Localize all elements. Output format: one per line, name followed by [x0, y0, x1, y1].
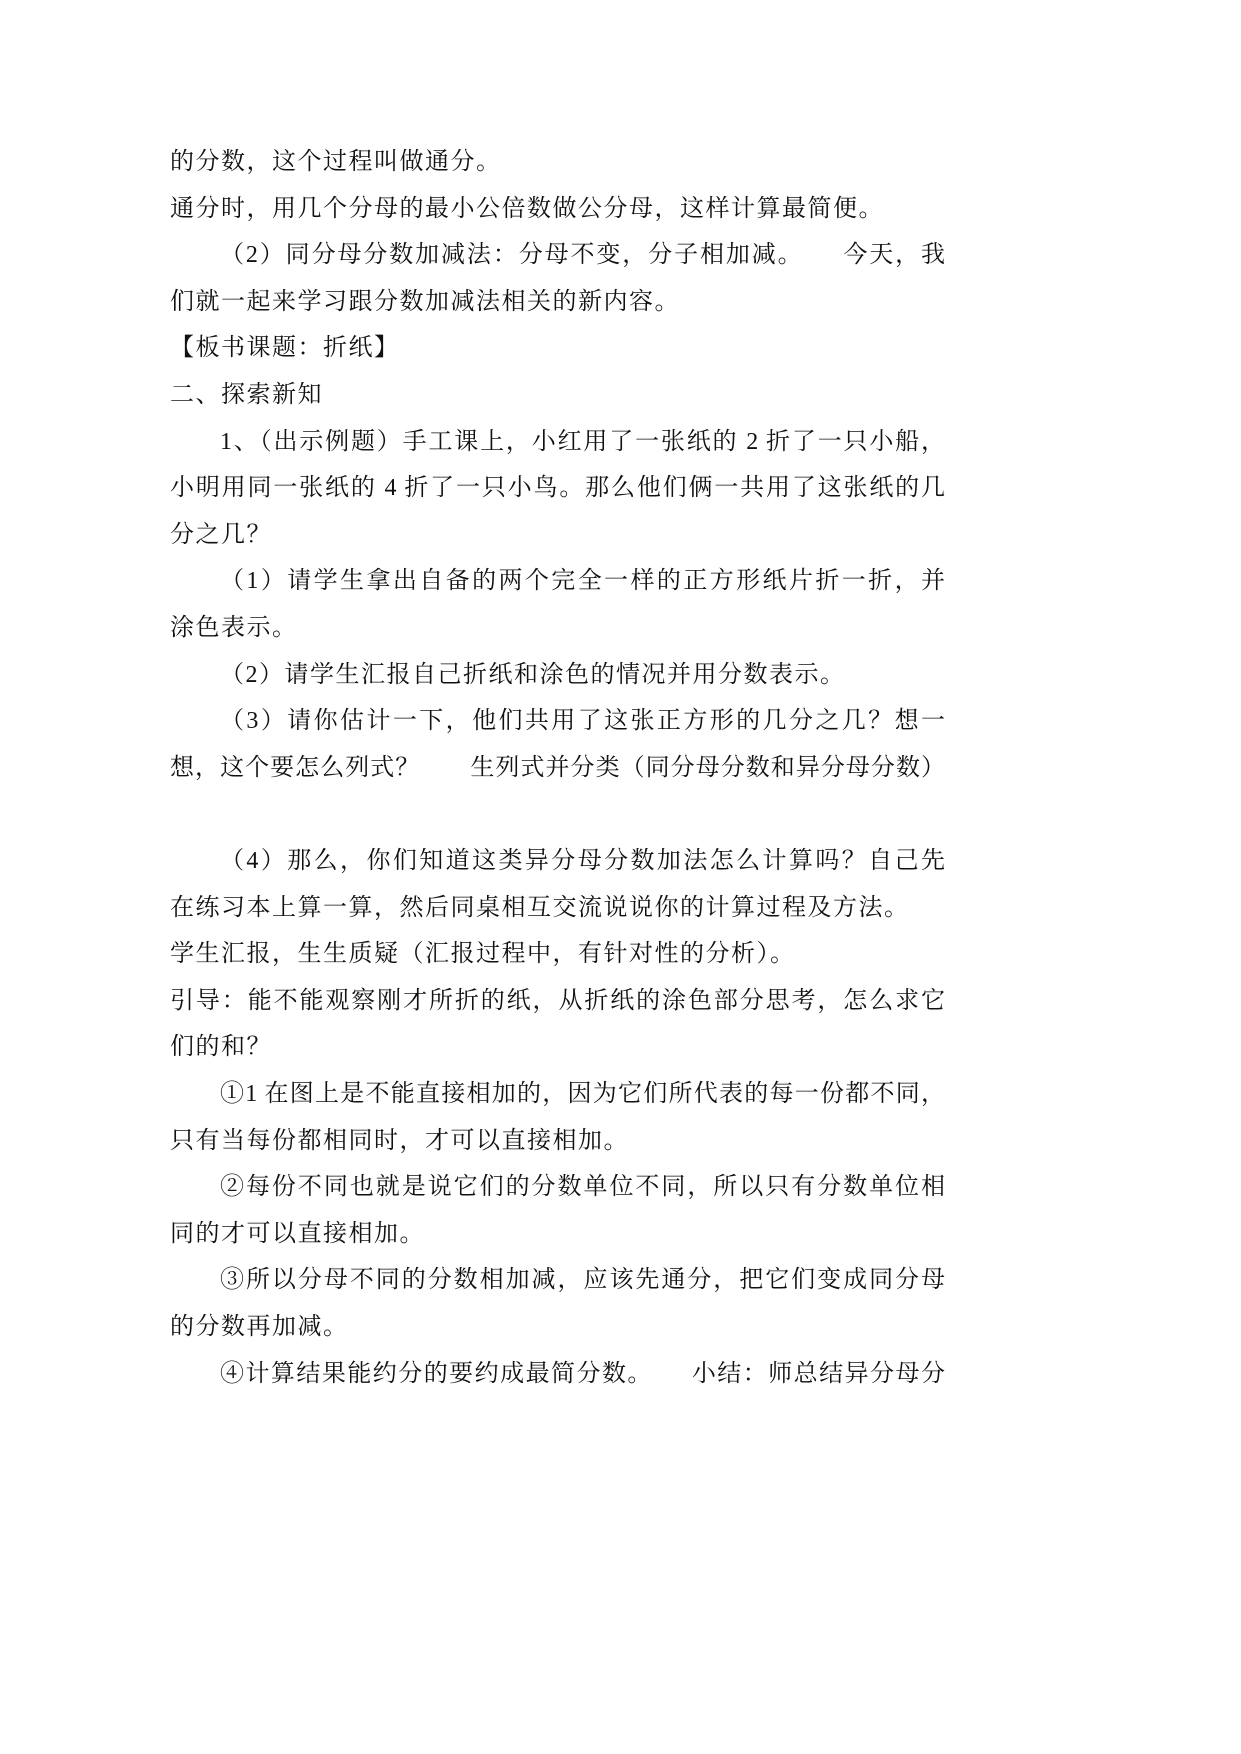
text-line: 通分时，用几个分母的最小公倍数做公分母，这样计算最简便。: [170, 196, 884, 222]
text-line: 同的才可以直接相加。: [170, 1221, 425, 1247]
section-heading: 二、探索新知: [170, 382, 323, 408]
text-line: 学生汇报，生生质疑（汇报过程中，有针对性的分析）。: [170, 941, 796, 967]
text-line: 的分数再加减。: [170, 1314, 349, 1340]
text-line: 们就一起来学习跟分数加减法相关的新内容。: [170, 289, 680, 315]
text-line: 1、（出示例题）手工课上，小红用了一张纸的 2 折了一只小船，: [220, 429, 945, 455]
text-line: （2）请学生汇报自己折纸和涂色的情况并用分数表示。: [220, 662, 846, 688]
text-line: 在练习本上算一算，然后同桌相互交流说说你的计算过程及方法。: [170, 895, 910, 921]
text-line: 想，这个要怎么列式？ 生列式并分类（同分母分数和异分母分数）: [170, 755, 945, 781]
text-line: 引导：能不能观察刚才所折的纸，从折纸的涂色部分思考，怎么求它: [170, 988, 945, 1014]
text-line: 只有当每份都相同时，才可以直接相加。: [170, 1128, 629, 1154]
text-line: 的分数，这个过程叫做通分。: [170, 149, 502, 175]
text-line: （1）请学生拿出自备的两个完全一样的正方形纸片折一折，并: [220, 568, 945, 594]
text-line: ①1 在图上是不能直接相加的，因为它们所代表的每一份都不同，: [220, 1081, 945, 1107]
board-title: 【板书课题：折纸】: [170, 335, 400, 361]
text-line: （3）请你估计一下，他们共用了这张正方形的几分之几？想一: [220, 708, 945, 734]
text-line: 分之几？: [170, 522, 272, 548]
text-line: 小明用同一张纸的 4 折了一只小鸟。那么他们俩一共用了这张纸的几: [170, 475, 945, 501]
text-line: ③所以分母不同的分数相加减，应该先通分，把它们变成同分母: [220, 1267, 945, 1293]
text-line: ②每份不同也就是说它们的分数单位不同，所以只有分数单位相: [220, 1174, 945, 1200]
text-line: ④计算结果能约分的要约成最简分数。 小结：师总结异分母分: [220, 1361, 945, 1387]
text-line: （2）同分母分数加减法：分母不变，分子相加减。 今天，我: [220, 242, 945, 268]
text-line: 涂色表示。: [170, 615, 298, 641]
text-line: （4）那么，你们知道这类异分母分数加法怎么计算吗？自己先: [220, 848, 945, 874]
text-line: 们的和？: [170, 1034, 272, 1060]
